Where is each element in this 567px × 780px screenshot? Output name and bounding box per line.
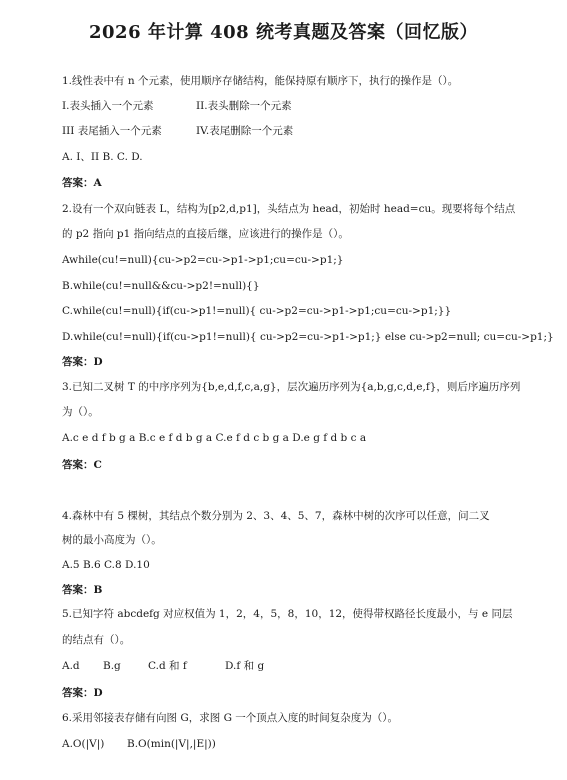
question-2-option-d: D.while(cu!=null){if(cu->p1!=null){ cu->p2=cu->p1->p1;} else cu->p2=null; cu=cu->p1;} <box>62 331 554 343</box>
question-1-stem: 1.线性表中有 n 个元素，使用顺序存储结构，能保持原有顺序下，执行的操作是（）。 <box>62 75 459 87</box>
question-3-answer: 答案：C <box>62 459 102 471</box>
question-4-answer: 答案：B <box>62 584 103 596</box>
question-5-option-d: D.f 和 g <box>225 660 265 672</box>
question-1-option-ii: II.表头删除一个元素 <box>196 100 292 112</box>
question-2-option-b: B.while(cu!=null&&cu->p2!=null){} <box>62 280 260 292</box>
question-5-option-a: A.d <box>62 660 80 672</box>
question-1-choices: A. I、II B. C. D. <box>62 151 143 163</box>
question-2-answer: 答案：D <box>62 356 103 368</box>
question-4-choices: A.5 B.6 C.8 D.10 <box>62 559 150 571</box>
question-3-choices: A.c e d f b g a B.c e f d b g a C.e f d c b g a D.e g f d b c a <box>62 432 367 444</box>
question-1-option-i: I.表头插入一个元素 <box>62 100 154 112</box>
question-3-stem-line-1: 3.已知二叉树 T 的中序序列为{b,e,d,f,c,a,g}，层次遍历序列为{a,b,g,c,d,e,f}，则后序遍历序列 <box>62 381 521 393</box>
question-6-option-a: A.O(|V|) <box>62 738 105 750</box>
question-5-option-c: C.d 和 f <box>148 660 187 672</box>
question-2-option-a: Awhile(cu!=null){cu->p2=cu->p1->p1;cu=cu->p1;} <box>62 254 344 266</box>
question-5-stem-line-1: 5.已知字符 abcdefg 对应权值为 1，2，4，5，8，10，12，使得带权路径长度最小，与 e 同层 <box>62 608 513 620</box>
question-6-stem: 6.采用邻接表存储有向图 G，求图 G 一个顶点入度的时间复杂度为（）。 <box>62 712 399 724</box>
question-1-option-iii: III 表尾插入一个元素 <box>62 125 162 137</box>
question-3-stem-line-2: 为（）。 <box>62 406 99 418</box>
question-2-option-c: C.while(cu!=null){if(cu->p1!=null){ cu->p2=cu->p1->p1;cu=cu->p1;}} <box>62 305 452 317</box>
question-5-answer: 答案：D <box>62 687 103 699</box>
question-2-stem-line-1: 2.设有一个双向链表 L，结构为[p2,d,p1]，头结点为 head，初始时 head=cu。现要将每个结点 <box>62 203 516 215</box>
question-1-answer: 答案：A <box>62 177 102 189</box>
question-1-option-iv: IV.表尾删除一个元素 <box>196 125 294 137</box>
question-5-option-b: B.g <box>103 660 121 672</box>
question-6-option-b: B.O(min(|V|,|E|)) <box>127 738 216 750</box>
question-5-stem-line-2: 的结点有（）。 <box>62 634 131 646</box>
question-2-stem-line-2: 的 p2 指向 p1 指向结点的直接后继，应该进行的操作是（）。 <box>62 228 349 240</box>
question-4-stem-line-2: 树的最小高度为（）。 <box>62 534 162 546</box>
page-title: 2026 年计算 408 统考真题及答案（回忆版） <box>89 22 478 43</box>
question-4-stem-line-1: 4.森林中有 5 棵树，其结点个数分别为 2、3、4、5、7，森林中树的次序可以任意，问二叉 <box>62 510 490 522</box>
